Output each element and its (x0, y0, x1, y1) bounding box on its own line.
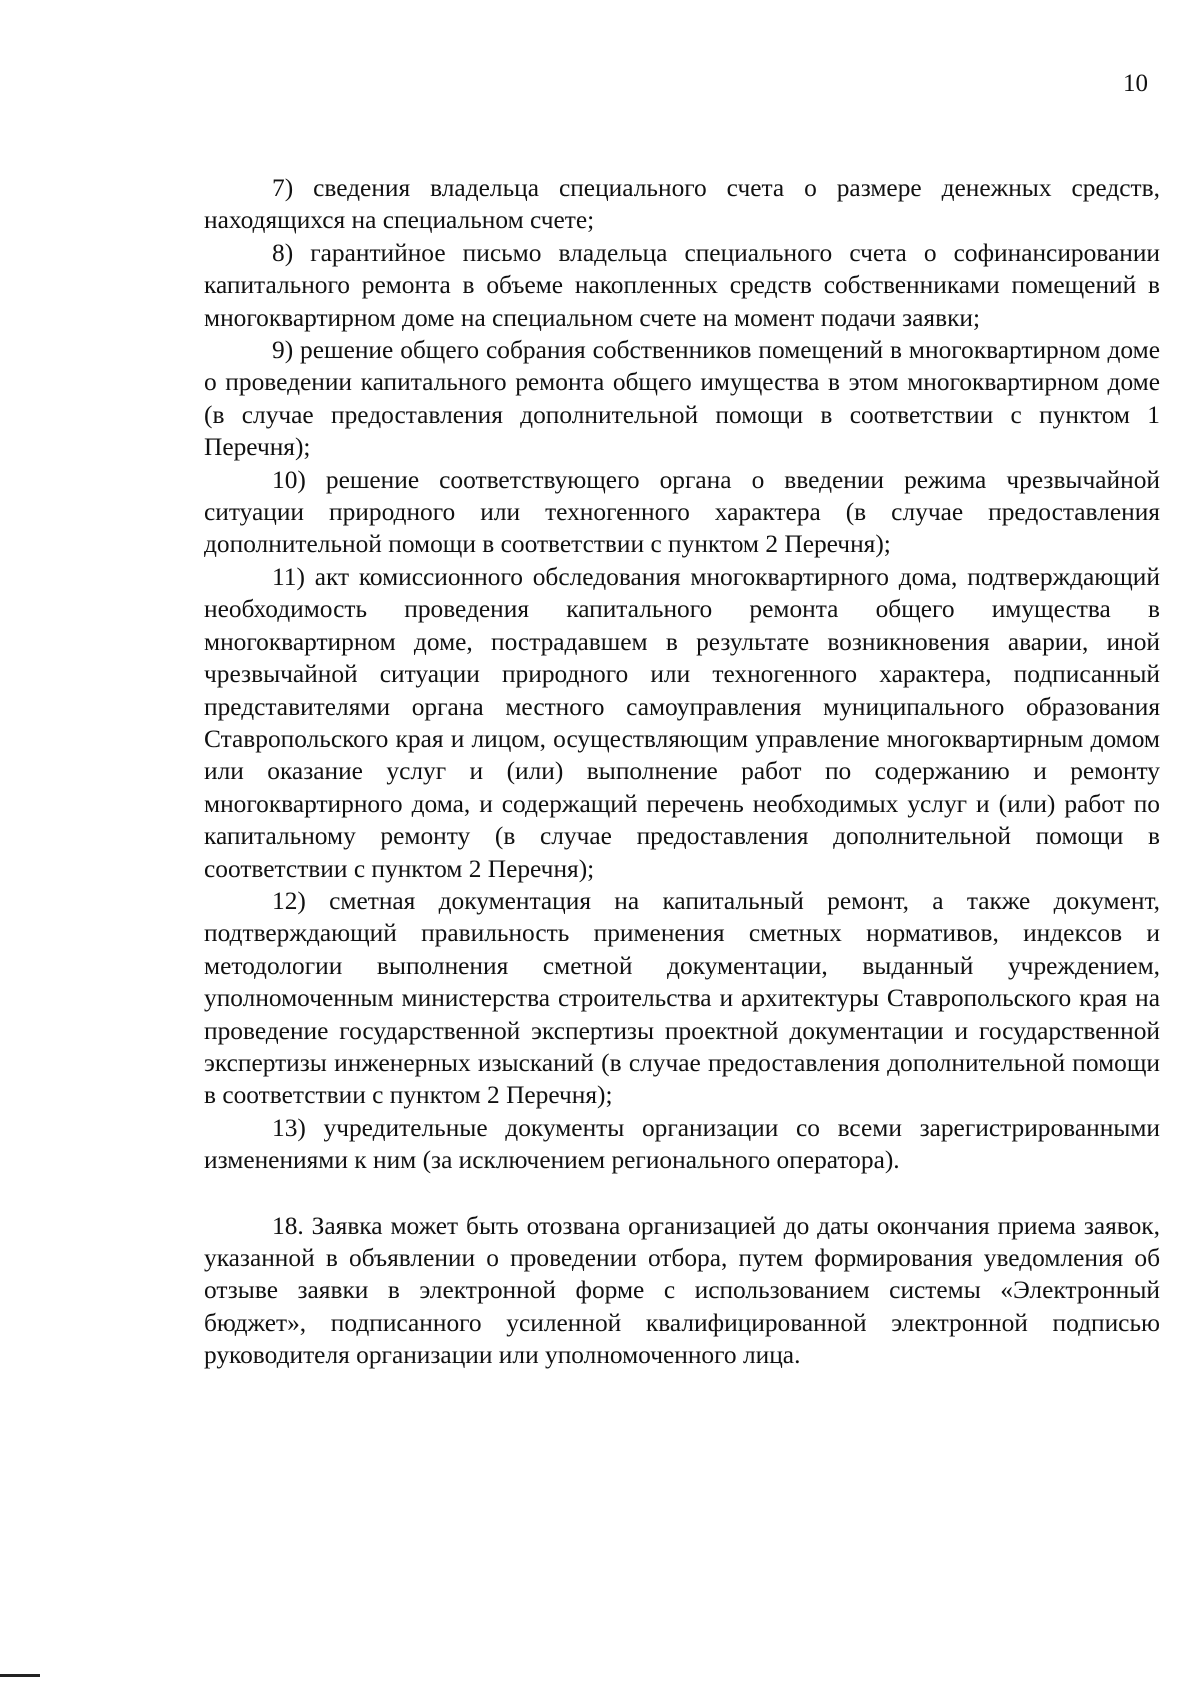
clause-18: 18. Заявка может быть отозвана организацией до даты окончания приема заявок, указанной в объявлении о проведении отбора, путем формирования уведомления об отзыве заявки в электронной форме с использованием системы «Электронный бюджет», подписанного усиленной квалифицированной электронной подписью руководителя организации или уполномоченного лица. (204, 1211, 1160, 1370)
list-item-10: 10) решение соответствующего органа о введении режима чрезвычайной ситуации природного или техногенного характера (в случае предоставления дополнительной помощи в соответствии с пунктом 2 Перечня); (204, 465, 1160, 559)
list-item-11: 11) акт комиссионного обследования многоквартирного дома, подтверждающий необходимость проведения капитального ремонта общего имущества в многоквартирном доме, пострадавшем в результате возникновения аварии, иной чрезвычайной ситуации природного или техногенного характера, подписанный представителями органа местного самоуправления муниципального образования Ставропольского края и лицом, осуществляющим управление многоквартирным домом или оказание услуг и (или) выполнение работ по содержанию и ремонту многоквартирного дома, и содержащий перечень необходимых услуг и (или) работ по капитальному ремонту (в случае предоставления дополнительной помощи в соответствии с пунктом 2 Перечня); (204, 562, 1160, 883)
document-body (204, 172, 1160, 1372)
list-item-9: 9) решение общего собрания собственников помещений в многоквартирном доме о проведении капитального ремонта общего имущества в этом многоквартирном доме (в случае предоставления дополнительной помощи в соответствии с пунктом 1 Перечня); (204, 336, 1160, 462)
list-item-13: 13) учредительные документы организации со всеми зарегистрированными изменениями к ним (за исключением регионального оператора). (204, 1113, 1160, 1175)
list-item-8: 8) гарантийное письмо владельца специального счета о софинансировании капитального ремонта в объеме накопленных средств собственниками помещений в многоквартирном доме на специальном счете на момент подачи заявки; (204, 238, 1160, 332)
list-item-7: 7) сведения владельца специального счета о размере денежных средств, находящихся на специальном счете; (204, 174, 1160, 235)
page-number: 10 (1123, 70, 1148, 97)
scan-edge-mark (0, 1674, 40, 1677)
list-item-12: 12) сметная документация на капитальный ремонт, а также документ, подтверждающий правильность применения сметных нормативов, индексов и методологии выполнения сметной документации, выданный учреждением, уполномоченным министерства строительства и архитектуры Ставропольского края на проведение государственной экспертизы проектной документации и государственной экспертизы инженерных изысканий (в случае предоставления дополнительной помощи в соответствии с пунктом 2 Перечня); (204, 886, 1160, 1110)
